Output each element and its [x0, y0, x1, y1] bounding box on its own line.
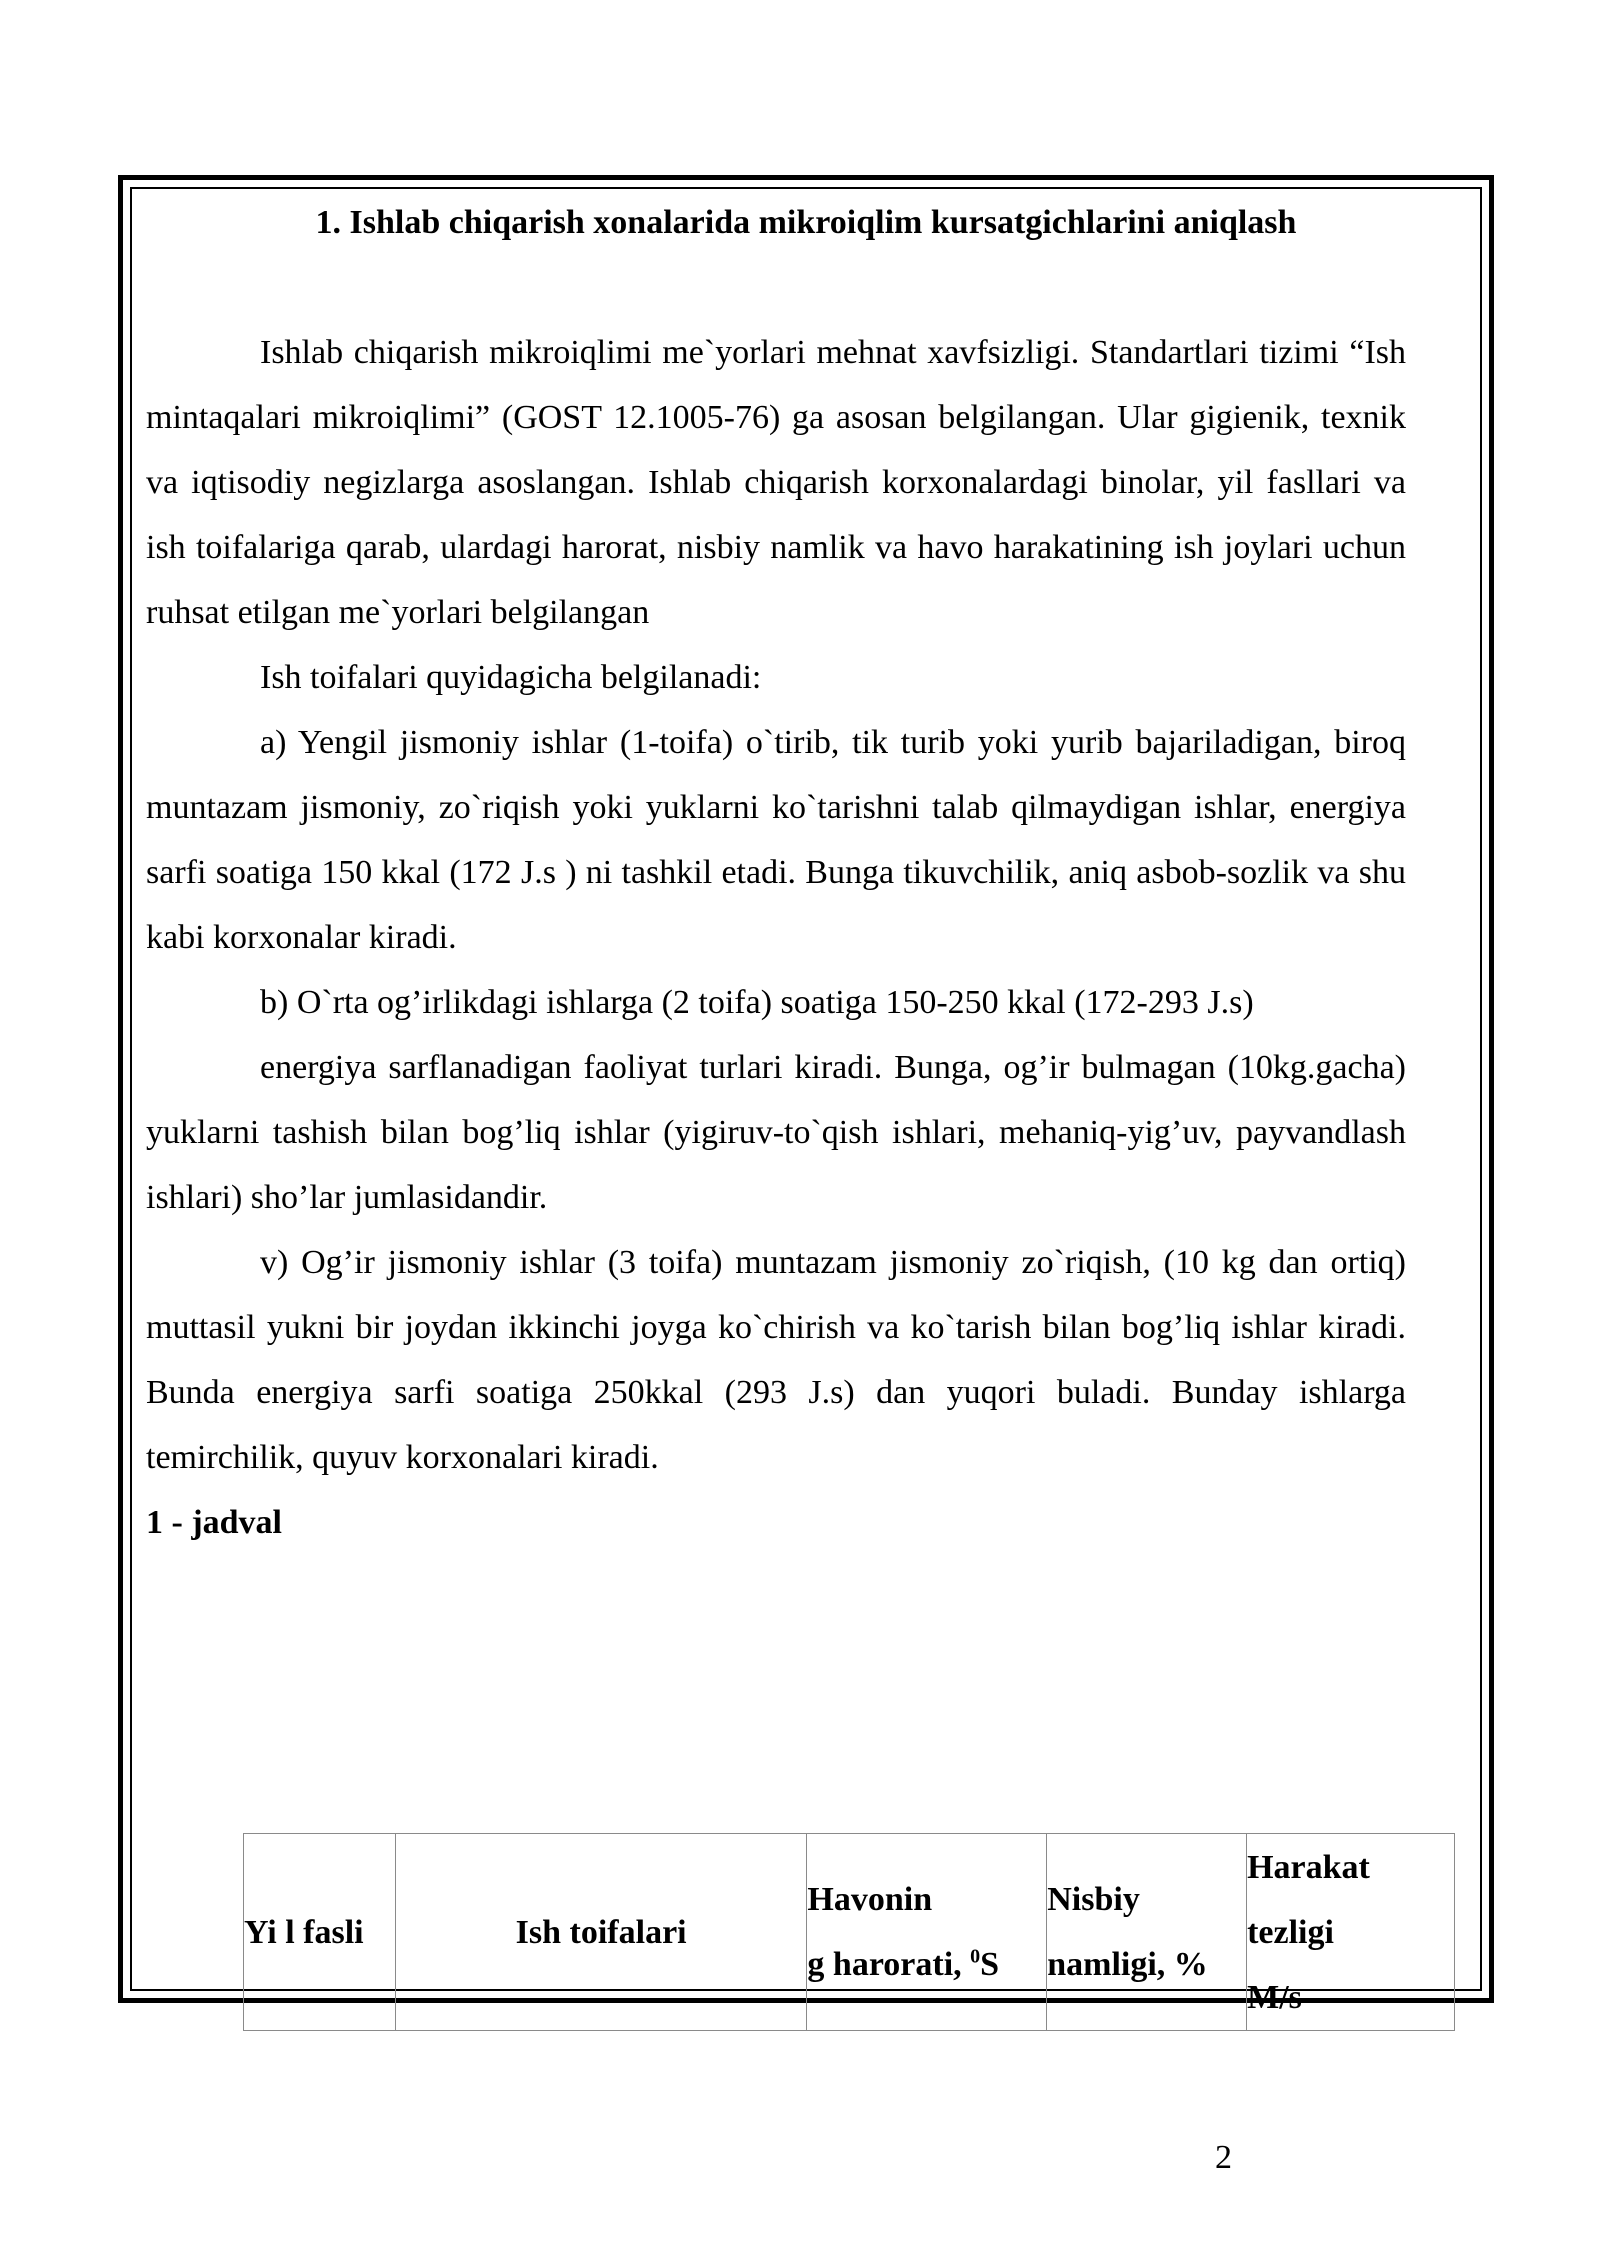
paragraph-category-b-continued: energiya sarflanadigan faoliyat turlari kiradi. Bunga, og’ir bulmagan (10kg.gacha) yuklarni tashish bilan bog’liq ishlar (yigiruv-to`qish ishlari, mehaniq-yig’uv, payvandlash ishlari) sho’lar jumlasidandir. — [146, 1049, 1406, 1216]
header-relative-humidity: Nisbiy namligi, % — [1047, 1834, 1247, 2031]
paragraph-category-v: v) Og’ir jismoniy ishlar (3 toifa) muntazam jismoniy zo`riqish, (10 kg dan ortiq) muttasil yukni bir joydan ikkinchi joyga ko`chirish va ko`tarish bilan bog’liq ishlar kiradi. Bunda energiya sarfi soatiga 250kkal (293 J.s) dan yuqori buladi. Bunday ishlarga temirchilik, quyuv korxonalari kiradi. — [146, 1244, 1406, 1476]
microclimate-table — [243, 1833, 1455, 2031]
header-season: Yi l fasli — [244, 1834, 396, 2031]
table-title: 1 - jadval — [146, 1504, 282, 1541]
table-header-row — [244, 1834, 1455, 2031]
header-air-temperature: Havonin g harorati, $^0$S — [807, 1834, 1047, 2031]
header-air-velocity: Harakat tezligi M/s — [1247, 1834, 1455, 2031]
paragraph-category-a: a) Yengil jismoniy ishlar (1-toifa) o`tirib, tik turib yoki yurib bajariladigan, biroq muntazam jismoniy, zo`riqish yoki yuklarni ko`tarishni talab qilmaydigan ishlar, energiya sarfi soatiga 150 kkal (172 J.s ) ni tashkil etadi. Bunga tikuvchilik, aniq asbob-sozlik va shu kabi korxonalar kiradi. — [146, 724, 1406, 956]
paragraph-categories-intro: Ish toifalari quyidagicha belgilanadi: — [260, 659, 762, 696]
paragraph-category-b: b) O`rta og’irlikdagi ishlarga (2 toifa) soatiga 150-250 kkal (172-293 J.s) — [260, 984, 1254, 1021]
page-number: 2 — [1215, 2139, 1232, 2176]
section-heading: 1. Ishlab chiqarish xonalarida mikroiqlim kursatgichlarini aniqlash — [315, 204, 1297, 241]
header-work-categories: Ish toifalari — [395, 1834, 807, 2031]
document-body — [146, 190, 1406, 1555]
paragraph-intro: Ishlab chiqarish mikroiqlimi me`yorlari mehnat xavfsizligi. Standartlari tizimi “Ish mintaqalari mikroiqlimi” (GOST 12.1005-76) ga asosan belgilangan. Ular gigienik, texnik va iqtisodiy negizlarga asoslangan. Ishlab chiqarish korxonalardagi binolar, yil fasllari va ish toifalariga qarab, ulardagi harorat, nisbiy namlik va havo harakatining ish joylari uchun ruhsat etilgan me`yorlari belgilangan — [146, 334, 1406, 631]
